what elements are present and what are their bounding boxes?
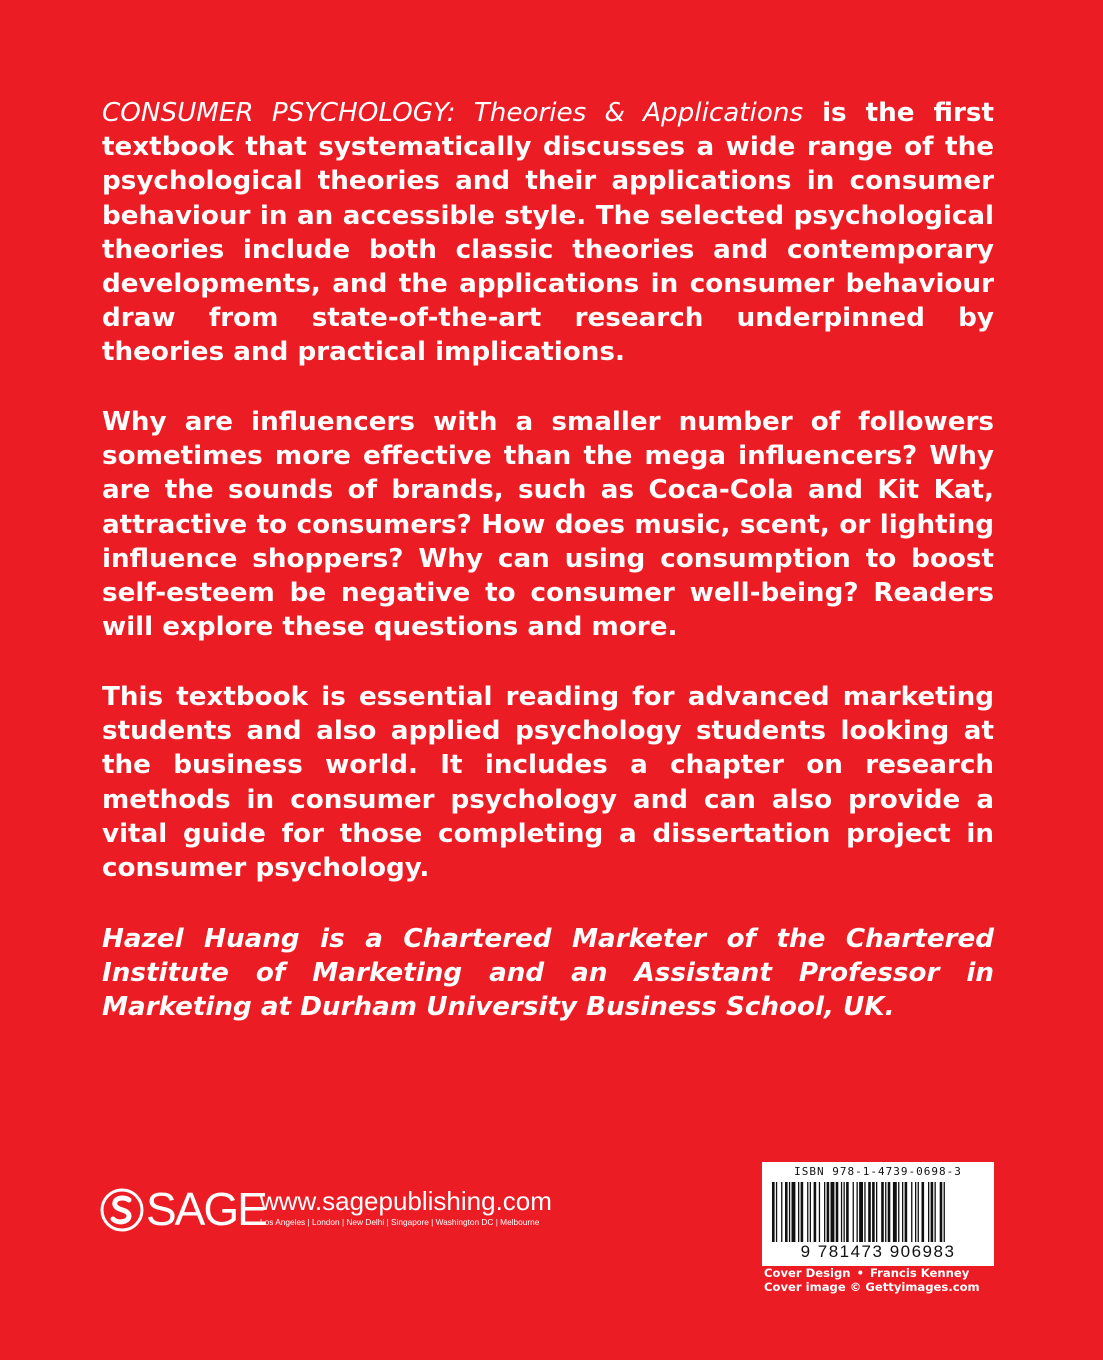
barcode-bar [789, 1182, 790, 1242]
barcode-bar [776, 1182, 777, 1242]
barcode-bar [915, 1182, 916, 1242]
barcode-bar [859, 1182, 863, 1242]
book-title: CONSUMER PSYCHOLOGY: Theories & Applications [102, 98, 804, 128]
barcode-bar [807, 1182, 808, 1242]
isbn-label: ISBN 978-1-4739-0698-3 [794, 1165, 962, 1178]
barcode-bar [944, 1182, 945, 1242]
isbn-barcode [762, 1162, 994, 1266]
barcode-bar [902, 1182, 903, 1242]
barcode-bar [827, 1182, 830, 1242]
barcode-bar [814, 1182, 817, 1242]
barcode-bar [792, 1182, 796, 1242]
design-credit: Cover Design • Francis Kenney [764, 1266, 970, 1280]
barcode-bar [857, 1182, 858, 1242]
barcode-bar [801, 1182, 804, 1242]
barcode-bar [893, 1182, 897, 1242]
publisher-cities: Los Angeles | London | New Delhi | Singapore | Washington DC | Melbourne [260, 1217, 540, 1227]
barcode-bar [798, 1182, 799, 1242]
barcode-bars [770, 1182, 986, 1242]
barcode-bar [888, 1182, 891, 1242]
publisher-url[interactable]: www.sagepublishing.com [260, 1186, 552, 1216]
barcode-bar [940, 1182, 943, 1242]
barcode-bar [922, 1182, 925, 1242]
barcode-bar [844, 1182, 845, 1242]
image-credit: Cover image © Gettyimages.com [764, 1280, 980, 1294]
barcode-bar [864, 1182, 865, 1242]
barcode-bar [868, 1182, 871, 1242]
barcode-bar [846, 1182, 849, 1242]
sage-logo-icon [100, 1188, 144, 1232]
publisher-name: SAGE [146, 1183, 266, 1235]
publisher-logo [100, 1183, 580, 1235]
barcode-bar [841, 1182, 842, 1242]
barcode-bar [876, 1182, 877, 1242]
barcode-bar [885, 1182, 886, 1242]
barcode-bar [881, 1182, 884, 1242]
author-bio: Hazel Huang is a Chartered Marketer of the Chartered Institute of Marketing and an Assistant Professor in Marketing at Durham University Business School, UK. [102, 924, 994, 1023]
barcode-bar [931, 1182, 934, 1242]
barcode-bar [872, 1182, 875, 1242]
barcode-bar [781, 1182, 782, 1242]
blurb-paragraph-2: Why are influencers with a smaller number of followers sometimes more effective than the mega influencers? Why are the sounds of brands, such as Coca-Cola and Kit Kat, attractive to consumers? How does music, scent, or lighting influence shoppers? Why can using consumption to boost self-esteem be negative to consumer well-being? Readers will explore these questions and more. [102, 407, 994, 643]
barcode-bar [785, 1182, 788, 1242]
barcode-bar [935, 1182, 936, 1242]
barcode-bar [810, 1182, 811, 1242]
blurb-paragraph-3: This textbook is essential reading for advanced marketing students and also applied psychology students looking at the business world. It includes a chapter on research methods in consumer psychology and can also provide a vital guide for those completing a dissertation project in consumer psychology. [102, 682, 994, 884]
barcode-bar [831, 1182, 835, 1242]
barcode-bar [819, 1182, 820, 1242]
barcode-bar [772, 1182, 775, 1242]
barcode-bar [911, 1182, 912, 1242]
barcode-bar [836, 1182, 839, 1242]
barcode-bar [918, 1182, 919, 1242]
cover-credits [764, 1266, 980, 1294]
barcode-bar [853, 1182, 854, 1242]
blurb-paragraph-1 [102, 96, 994, 370]
isbn-digits: 9 781473 906983 [800, 1242, 956, 1261]
barcode-bar [898, 1182, 899, 1242]
barcode-bar [905, 1182, 908, 1242]
barcode-bar [824, 1182, 825, 1242]
blurb-paragraph-1-text: is the first textbook that systematically discusses a wide range of the psychological theories and their applications in consumer behaviour in an accessible style. The selected psychological theories include both classic theories and contemporary developments, and the applications in consumer behaviour draw from state-of-the-art research underpinned by theories and practical implications. [102, 98, 994, 368]
barcode-bar [928, 1182, 929, 1242]
